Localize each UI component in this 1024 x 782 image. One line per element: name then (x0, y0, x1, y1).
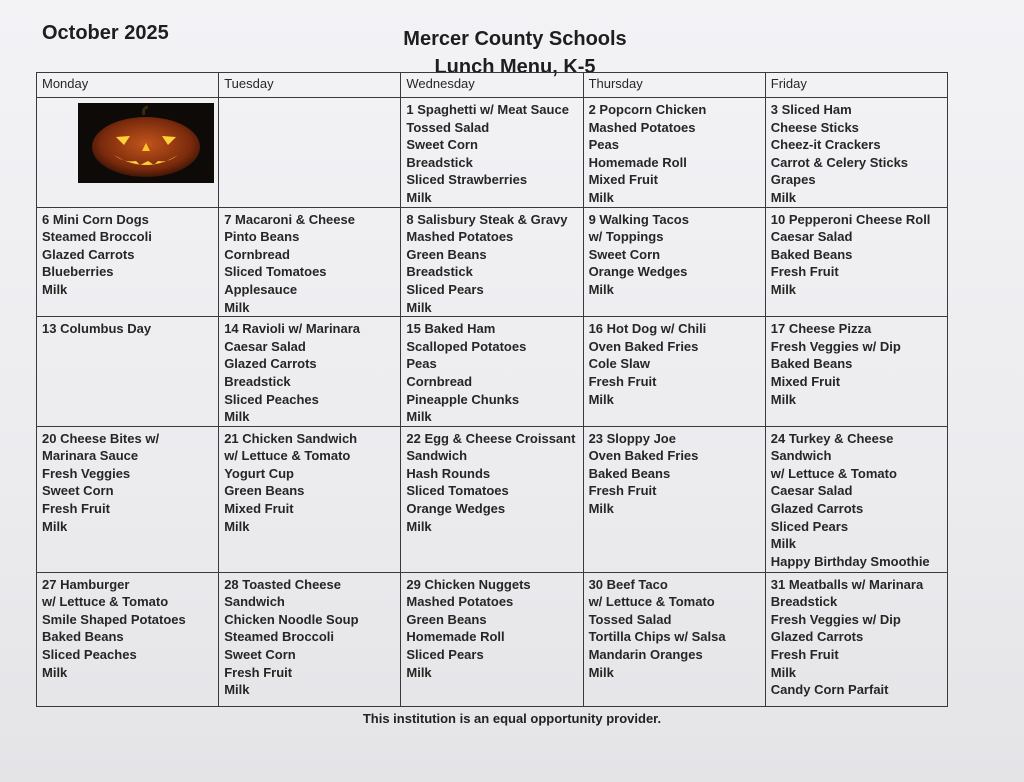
month-label: October 2025 (42, 22, 169, 44)
menu-item: Milk (770, 281, 797, 297)
menu-item: Sliced Tomatoes (406, 483, 509, 499)
menu-day-entry: 23 Sloppy Joe (588, 430, 676, 446)
menu-item: Sliced Peaches (42, 647, 137, 663)
menu-day-entry: 22 Egg & Cheese Croissant (406, 430, 576, 446)
day-cell (37, 207, 219, 317)
day-cell (583, 426, 765, 572)
menu-day-entry: 31 Meatballs w/ Marinara (770, 576, 924, 592)
day-header: Tuesday (219, 73, 401, 98)
menu-item: Sliced Peaches (224, 391, 319, 407)
jack-o-lantern-image (78, 103, 214, 183)
menu-item: Milk (770, 536, 797, 552)
day-cell (219, 98, 401, 208)
menu-day-entry: 15 Baked Ham (406, 321, 496, 337)
day-cell (37, 317, 219, 427)
menu-item: Tortilla Chips w/ Salsa (588, 629, 726, 645)
menu-item: Mashed Potatoes (406, 229, 514, 245)
menu-item: Applesauce (224, 281, 298, 297)
menu-item: Peas (588, 137, 619, 153)
menu-item: Hash Rounds (406, 465, 491, 481)
week-row (37, 207, 948, 317)
menu-item: Milk (406, 189, 432, 205)
menu-day-entry: 6 Mini Corn Dogs (42, 211, 149, 227)
menu-item: Fresh Veggies w/ Dip (770, 611, 901, 627)
menu-day-entry: 28 Toasted Cheese (224, 576, 341, 592)
menu-item: Green Beans (224, 483, 305, 499)
day-header: Thursday (583, 73, 765, 98)
menu-item: Marinara Sauce (42, 448, 139, 464)
menu-item: Milk (588, 501, 614, 517)
menu-item: Grapes (770, 172, 816, 188)
menu-item: Orange Wedges (406, 501, 506, 517)
menu-day-entry: 24 Turkey & Cheese (770, 430, 894, 446)
menu-item: Breadstick (406, 154, 473, 170)
menu-item: Peas (406, 356, 437, 372)
week-row (37, 572, 948, 706)
menu-item: Tossed Salad (588, 611, 672, 627)
menu-item: Orange Wedges (588, 264, 688, 280)
day-cell (765, 98, 947, 208)
menu-item: Fresh Fruit (770, 647, 839, 663)
menu-item: Sandwich (770, 448, 832, 464)
menu-day-entry: 29 Chicken Nuggets (406, 576, 531, 592)
menu-calendar (36, 72, 948, 707)
menu-item: Candy Corn Parfait (770, 682, 889, 698)
menu-item: Milk (224, 682, 250, 698)
menu-item: Mixed Fruit (224, 501, 294, 517)
menu-item: w/ Lettuce & Tomato (224, 448, 351, 464)
menu-item: Baked Beans (770, 356, 853, 372)
menu-item: Fresh Fruit (224, 664, 293, 680)
menu-day-entry: 8 Salisbury Steak & Gravy (406, 211, 568, 227)
menu-day-entry: 30 Beef Taco (588, 576, 668, 592)
menu-item: Sweet Corn (406, 137, 478, 153)
menu-item: Breadstick (770, 594, 838, 610)
menu-item: Caesar Salad (770, 483, 853, 499)
menu-item: Sliced Pears (406, 281, 484, 297)
menu-day-entry: 21 Chicken Sandwich (224, 430, 358, 446)
menu-item: Fresh Veggies w/ Dip (770, 338, 901, 354)
page-subtitle: Lunch Menu, K-5 (434, 56, 596, 78)
menu-day-entry: 2 Popcorn Chicken (588, 102, 707, 117)
menu-item: Tossed Salad (406, 119, 490, 135)
menu-item: Chicken Noodle Soup (224, 611, 359, 627)
menu-item: Homemade Roll (406, 629, 505, 645)
menu-item: Homemade Roll (588, 154, 687, 170)
jack-o-lantern-icon (78, 103, 214, 183)
day-cell (401, 98, 583, 208)
menu-item: Breadstick (406, 264, 473, 280)
menu-item: Sliced Pears (406, 647, 484, 663)
menu-item: Fresh Fruit (588, 373, 657, 389)
day-cell (401, 207, 583, 317)
menu-day-entry: 17 Cheese Pizza (770, 321, 872, 337)
menu-day-entry: 1 Spaghetti w/ Meat Sauce (406, 102, 569, 117)
menu-item: Sandwich (406, 448, 468, 464)
day-cell (401, 426, 583, 572)
menu-day-entry: 20 Cheese Bites w/ (42, 430, 160, 446)
menu-item: Milk (42, 518, 68, 534)
menu-item: Sweet Corn (588, 246, 661, 262)
menu-item: Sliced Pears (770, 518, 849, 534)
menu-item: Milk (770, 391, 797, 407)
menu-item: w/ Lettuce & Tomato (42, 594, 169, 610)
menu-item: Milk (588, 281, 614, 297)
day-cell (765, 572, 947, 706)
menu-item: Smile Shaped Potatoes (42, 611, 186, 627)
week-row (37, 317, 948, 427)
menu-item: Milk (224, 409, 250, 425)
menu-item: Glazed Carrots (42, 246, 135, 262)
day-cell (37, 426, 219, 572)
day-cell (583, 317, 765, 427)
menu-item: Sliced Tomatoes (224, 264, 327, 280)
menu-item: Scalloped Potatoes (406, 338, 527, 354)
day-header: Monday (37, 73, 219, 98)
menu-item: Milk (406, 409, 432, 425)
menu-item: Blueberries (42, 264, 114, 280)
menu-item: Fresh Fruit (770, 264, 839, 280)
menu-item: Cheese Sticks (770, 119, 859, 135)
page-title: Mercer County Schools (403, 28, 627, 50)
menu-item: w/ Toppings (588, 229, 664, 245)
day-header: Friday (765, 73, 947, 98)
day-cell (37, 572, 219, 706)
day-header: Wednesday (401, 73, 583, 98)
menu-item: Fresh Fruit (42, 501, 110, 517)
week-row (37, 98, 948, 208)
menu-item: Milk (224, 518, 250, 534)
menu-item: Sandwich (224, 594, 285, 610)
day-cell (401, 317, 583, 427)
day-cell (219, 207, 401, 317)
menu-item: Milk (770, 189, 797, 205)
menu-item: Steamed Broccoli (42, 229, 152, 245)
menu-item: Cheez-it Crackers (770, 137, 881, 153)
menu-item: Happy Birthday Smoothie (770, 553, 930, 569)
menu-item: Cornbread (406, 373, 473, 389)
menu-item: Milk (42, 664, 68, 680)
day-cell (219, 426, 401, 572)
menu-item: w/ Lettuce & Tomato (770, 465, 897, 481)
menu-item: Caesar Salad (770, 229, 853, 245)
menu-item: Cole Slaw (588, 356, 650, 372)
menu-item: Green Beans (406, 611, 487, 627)
menu-day-entry: 10 Pepperoni Cheese Roll (770, 211, 931, 227)
day-cell (765, 317, 947, 427)
menu-item: Milk (588, 664, 614, 680)
day-cell (583, 98, 765, 208)
menu-item: Milk (406, 299, 432, 315)
menu-day-entry: 7 Macaroni & Cheese (224, 211, 355, 227)
menu-item: Glazed Carrots (770, 629, 864, 645)
menu-item: Mixed Fruit (770, 373, 841, 389)
menu-item: Sweet Corn (42, 483, 114, 499)
menu-item: Milk (42, 281, 68, 297)
menu-item: Fresh Fruit (588, 483, 657, 499)
menu-item: Green Beans (406, 246, 487, 262)
day-cell (219, 317, 401, 427)
menu-item: Baked Beans (42, 629, 124, 645)
menu-day-entry: 16 Hot Dog w/ Chili (588, 321, 707, 337)
menu-item: Mandarin Oranges (588, 647, 703, 663)
menu-item: Baked Beans (588, 465, 671, 481)
menu-item: Fresh Veggies (42, 465, 131, 481)
day-cell (583, 207, 765, 317)
menu-item: Milk (406, 518, 432, 534)
menu-item: Glazed Carrots (224, 356, 317, 372)
menu-item: Glazed Carrots (770, 501, 864, 517)
menu-item: Milk (224, 299, 250, 315)
menu-item: Oven Baked Fries (588, 338, 699, 354)
menu-item: Pinto Beans (224, 229, 300, 245)
day-cell (37, 98, 219, 208)
menu-item: Sweet Corn (224, 647, 296, 663)
menu-item: w/ Lettuce & Tomato (588, 594, 715, 610)
menu-item: Milk (406, 664, 432, 680)
menu-item: Mashed Potatoes (406, 594, 514, 610)
menu-item: Breadstick (224, 373, 291, 389)
menu-day-entry: 27 Hamburger (42, 576, 130, 592)
day-cell (765, 426, 947, 572)
menu-item: Baked Beans (770, 246, 853, 262)
footer-note: This institution is an equal opportunity provider. (362, 711, 662, 726)
menu-day-entry: 9 Walking Tacos (588, 211, 689, 227)
menu-item: Milk (588, 189, 614, 205)
day-cell (401, 572, 583, 706)
menu-item: Milk (588, 391, 614, 407)
menu-item: Steamed Broccoli (224, 629, 335, 645)
menu-item: Milk (770, 664, 797, 680)
menu-item: Mashed Potatoes (588, 119, 696, 135)
menu-item: Caesar Salad (224, 338, 306, 354)
menu-item: Pineapple Chunks (406, 391, 520, 407)
menu-day-entry: 3 Sliced Ham (770, 102, 852, 117)
menu-item: Oven Baked Fries (588, 448, 699, 464)
day-cell (219, 572, 401, 706)
day-cell (765, 207, 947, 317)
week-row (37, 426, 948, 572)
menu-day-entry: 13 Columbus Day (42, 321, 152, 337)
menu-item: Cornbread (224, 246, 290, 262)
day-cell (583, 572, 765, 706)
menu-item: Carrot & Celery Sticks (770, 154, 909, 170)
day-header-row (37, 73, 948, 98)
menu-item: Mixed Fruit (588, 172, 658, 188)
menu-item: Yogurt Cup (224, 465, 294, 481)
menu-day-entry: 14 Ravioli w/ Marinara (224, 321, 361, 337)
menu-item: Sliced Strawberries (406, 172, 528, 188)
